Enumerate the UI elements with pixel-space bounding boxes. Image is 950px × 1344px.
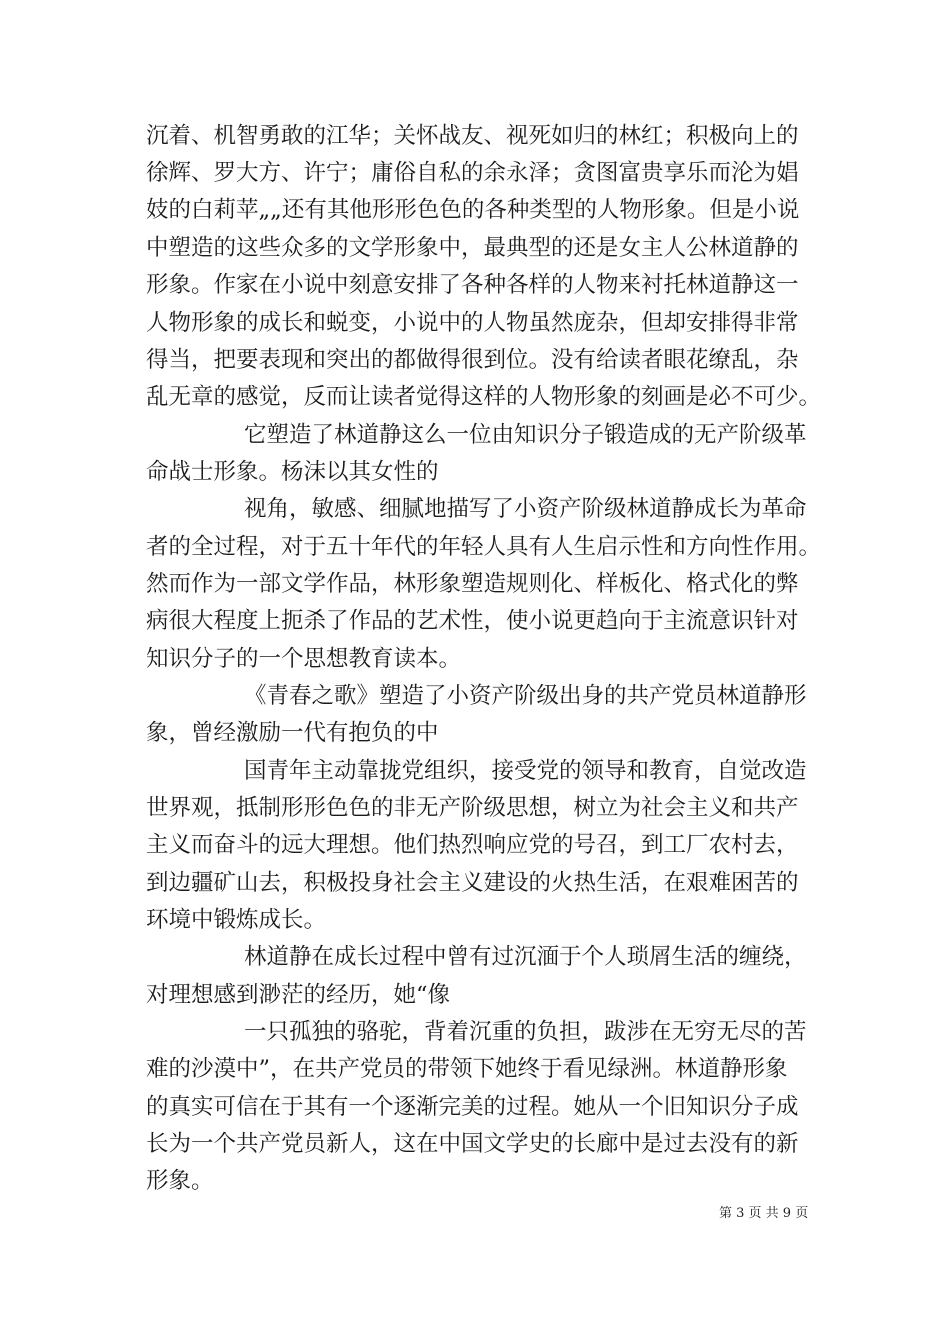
paragraph-first-line: 一只孤独的骆驼，背着沉重的负担，跋涉在无穷无尽的苦 — [244, 1019, 807, 1045]
text-line: 徐辉、罗大方、许宁；庸俗自私的余永泽；贪图富贵享乐而沦为娼 — [146, 160, 799, 186]
text-line: 象，曾经激励一代有抱负的中 — [146, 720, 439, 746]
text-line: 人物形象的成长和蜕变，小说中的人物虽然庞杂，但却安排得非常 — [146, 310, 799, 336]
text-line: 沉着、机智勇敢的江华；关怀战友、视死如归的林红；积极向上的 — [146, 123, 799, 149]
text-line: 命战士形象。杨沫以其女性的 — [146, 459, 439, 485]
text-line: 病很大程度上扼杀了作品的艺术性，使小说更趋向于主流意识针对 — [146, 608, 799, 634]
paragraph-first-line: 国青年主动靠拢党组织，接受党的领导和教育，自觉改造 — [244, 758, 807, 784]
paragraph-first-line: 视角，敏感、细腻地描写了小资产阶级林道静成长为革命 — [244, 496, 807, 522]
text-line: 者的全过程，对于五十年代的年轻人具有人生启示性和方向性作用。 — [146, 534, 822, 560]
paragraph-first-line: 林道静在成长过程中曾有过沉湎于个人琐屑生活的缠绕， — [244, 944, 807, 970]
text-line: 得当，把要表现和突出的都做得很到位。没有给读者眼花缭乱，杂 — [146, 347, 799, 373]
text-line: 对理想感到渺茫的经历，她“像 — [146, 982, 451, 1008]
text-line: 难的沙漠中”，在共产党员的带领下她终于看见绿洲。林道静形象 — [146, 1056, 788, 1082]
text-line: 的真实可信在于其有一个逐渐完美的过程。她从一个旧知识分子成 — [146, 1094, 799, 1120]
text-line: 主义而奋斗的远大理想。他们热烈响应党的号召，到工厂农村去， — [146, 832, 799, 858]
text-line: 然而作为一部文学作品，林形象塑造规则化、样板化、格式化的弊 — [146, 571, 799, 597]
text-line: 形象。作家在小说中刻意安排了各种各样的人物来衬托林道静这一 — [146, 272, 799, 298]
text-line: 世界观，抵制形形色色的非无产阶级思想，树立为社会主义和共产 — [146, 795, 799, 821]
text-line: 长为一个共产党员新人，这在中国文学史的长廊中是过去没有的新 — [146, 1131, 799, 1157]
text-line: 妓的白莉苹„„还有其他形形色色的各种类型的人物形象。但是小说 — [146, 197, 800, 223]
text-line: 中塑造的这些众多的文学形象中，最典型的还是女主人公林道静的 — [146, 235, 799, 261]
text-line: 乱无章的感觉，反而让读者觉得这样的人物形象的刻画是必不可少。 — [146, 384, 822, 410]
text-line: 环境中锻炼成长。 — [146, 907, 327, 933]
paragraph-first-line: 它塑造了林道静这么一位由知识分子锻造成的无产阶级革 — [244, 422, 807, 448]
page-number: 第 3 页 共 9 页 — [719, 1206, 809, 1221]
text-line: 形象。 — [146, 1168, 214, 1194]
text-line: 知识分子的一个思想教育读本。 — [146, 646, 462, 672]
paragraph-first-line: 《青春之歌》塑造了小资产阶级出身的共产党员林道静形 — [244, 683, 807, 709]
text-line: 到边疆矿山去，积极投身社会主义建设的火热生活，在艰难困苦的 — [146, 870, 799, 896]
